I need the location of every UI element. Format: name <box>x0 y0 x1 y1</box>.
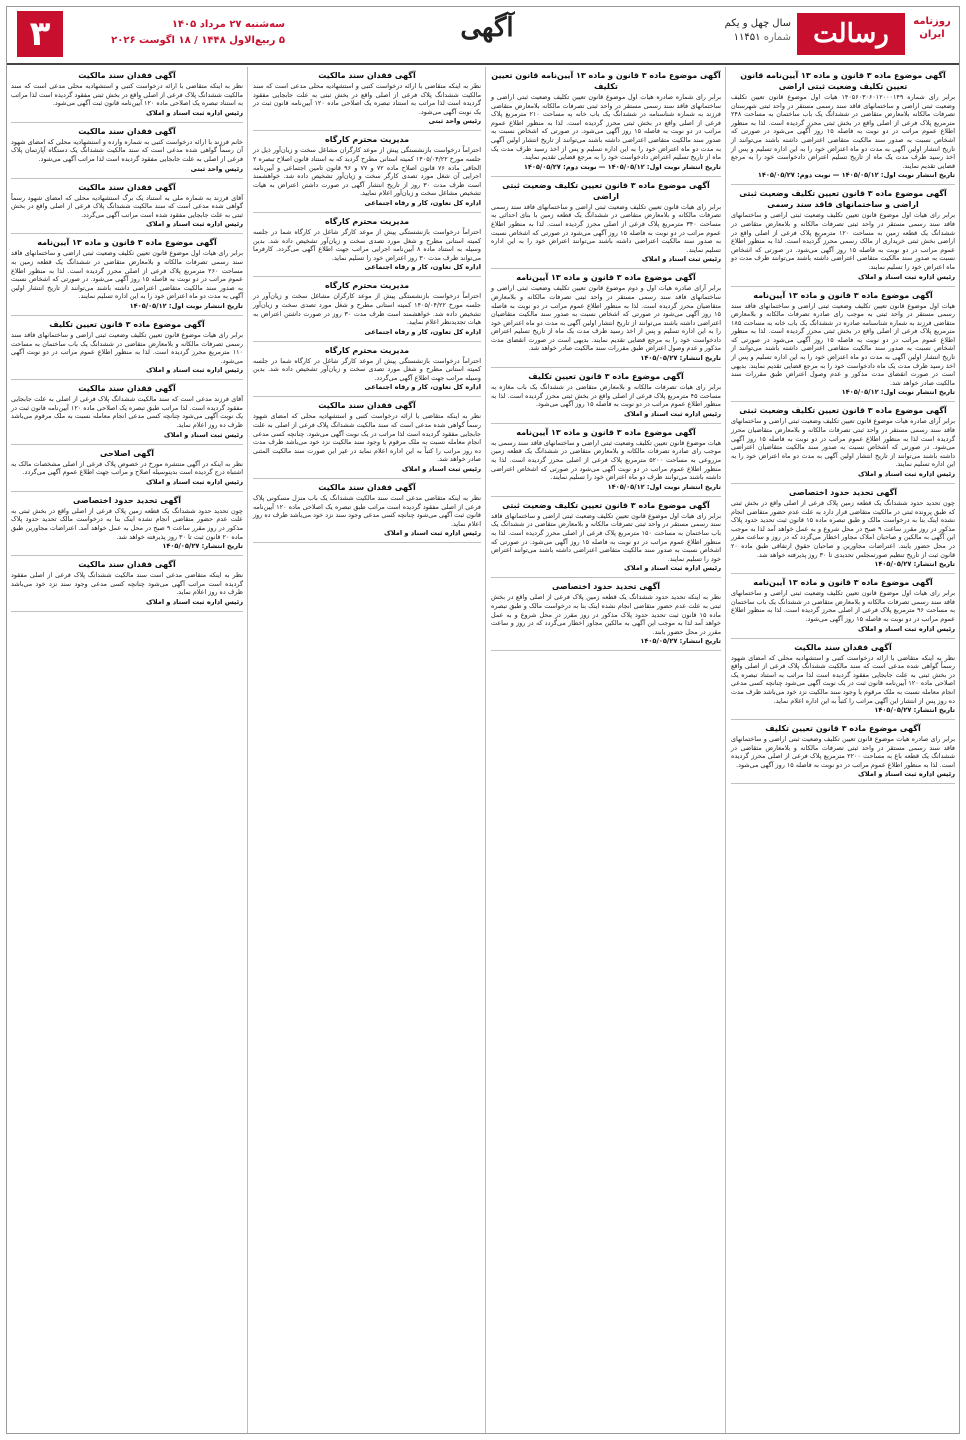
notice-body: نظر به اینکه متقاضی با ارائه درخواست کتبی و استشهادیه محلی مدعی است که سند مالکیت ششدانگ پلاک فرعی از اصلی واقع در بخش ثبتی به علت جابجایی مفقود گردیده است لذا مراتب به استناد تبصره یک اصلاحی ماده ۱۲۰ آیین‌نامه قانون ثبت در یک نوبت آگهی می‌شود. <box>253 82 481 116</box>
notice-body: برابر رای شماره ۱۴۰۵۶۰۳۰۶۰۱۲۰۰۰۱۴۹ هیات اول موضوع قانون تعیین تکلیف وضعیت ثبتی اراضی و ساختمانهای فاقد سند رسمی مستقر در واحد ثبتی شهرستان تصرفات مالکانه بلامعارض متقاضی در ششدانگ یک باب ساختمان به مساحت ۲۴۸ مترمربع پلاک فرعی از اصلی واقع در بخش ثبتی محرز گردیده است. لذا به منظور اطلاع عموم مراتب در دو نوبت به فاصله ۱۵ روز آگهی می‌شود در صورتی که اشخاص نسبت به صدور سند مالکیت متقاضی اعتراضی داشته باشند می‌توانند از تاریخ انتشار اولین آگهی به مدت دو ماه اعتراض خود را به این اداره تسلیم و پس از اخذ رسید ظرف مدت یک ماه از تاریخ تسلیم اعتراض دادخواست خود را به مرجع قضایی تقدیم نمایند. <box>731 93 955 170</box>
notice-signature: تاریخ انتشار: ۱۴۰۵/۰۵/۲۷ <box>874 706 955 715</box>
date-block <box>71 17 285 49</box>
column-1 <box>727 67 959 1433</box>
notice-body: نظر به اینکه متقاضی با ارائه درخواست کتبی و استشهادیه محلی که امضای شهود رسماً گواهی شده مدعی است که سند مالکیت ششدانگ پلاک فرعی از اصلی واقع در بخش ثبتی به علت جابجایی مفقود گردیده است لذا مراتب به استناد تبصره یک اصلاحی ماده ۱۲۰ آیین‌نامه قانون ثبت در یک نوبت آگهی می‌شود چنانچه کسی مدعی انجام معامله نسبت به ملک مرقوم یا وجود سند مالکیت نزد خود می‌باشد ظرف مدت ده روز پس از انتشار این آگهی مراتب را کتباً به این اداره اعلام نماید. <box>731 653 956 705</box>
notice-body: نظر به اینکه متقاضی مدعی است سند مالکیت ششدانگ یک باب منزل مسکونی پلاک فرعی از اصلی مفقود گردیده است مراتب طبق تبصره یک اصلاحی ماده ۱۲۰ آیین‌نامه قانون ثبت آگهی می‌شود چنانچه کسی مدعی وجود سند نزد خود می‌باشد ظرف ده روز اعلام نماید. <box>253 494 481 528</box>
notice-title: آگهی موضوع ماده ۳ قانون و ماده ۱۳ آیین‌نامه <box>753 290 933 300</box>
notice-body: برابر آرای صادره هیات موضوع قانون تعیین تکلیف وضعیت ثبتی اراضی و ساختمانهای فاقد سند رسمی مستقر در واحد ثبتی تصرفات مالکانه و بلامعارض متقاضیان محرز گردیده است لذا به منظور اطلاع عموم مراتب در دو نوبت به فاصله ۱۵ روز آگهی می‌شود. در صورتی که اشخاص نسبت به صدور سند مالکیت متقاضیان اعتراضی داشته باشند می‌توانند از تاریخ انتشار اولین آگهی به مدت دو ماه اعتراض خود را به این اداره تسلیم نمایند. <box>731 417 955 469</box>
notice <box>11 234 243 316</box>
notice-signature: رئیس اداره ثبت اسناد و املاک <box>858 624 955 633</box>
masthead-date <box>11 11 291 59</box>
notice <box>491 424 721 497</box>
notice-signature: تاریخ انتشار: ۱۴۰۵/۰۵/۲۷ <box>640 637 721 646</box>
notice-signature: اداره کل تعاون، کار و رفاه اجتماعی <box>364 263 481 272</box>
notice-body: برابر رای شماره صادره هیات اول موضوع قانون تعیین تکلیف وضعیت ثبتی اراضی و ساختمانهای فاقد سند رسمی مستقر در واحد ثبتی تصرفات مالکانه بلامعارض متقاضی فرزند به شماره شناسنامه در ششدانگ یک باب خانه به مساحت ۲۱۰ مترمربع پلاک فرعی از اصلی واقع در بخش ثبتی محرز گردیده است. لذا به منظور اطلاع عموم مراتب در دو نوبت به فاصله ۱۵ روز آگهی می‌شود. در صورتی که اشخاص نسبت به صدور سند مالکیت متقاضی اعتراضی داشته باشند می‌توانند از تاریخ انتشار اولین آگهی به مدت دو ماه اعتراض خود را به این اداره تسلیم و پس از اخذ رسید ظرف مدت یک ماه از تاریخ تسلیم اعتراض دادخواست خود را به مرجع قضایی تقدیم نمایند. <box>491 93 722 162</box>
issue-line <box>665 31 791 45</box>
brand-mini: روزنامه ایران <box>913 16 951 40</box>
newspaper-logo: رسالت <box>797 13 905 55</box>
notice-body: احتراماً درخواست بازنشستگی پیش از موعد کارگر شاغل در کارگاه شما در جلسه کمیته استانی مطرح و شغل مورد تصدی سخت و زیان‌آور تشخیص داده شد. بدین وسیله به استناد ماده ۸ آیین‌نامه اجرایی مراتب جهت اطلاع آگهی می‌گردد. کارفرما می‌تواند ظرف مدت ۳۰ روز اعتراض خود را تسلیم نماید. <box>253 227 481 262</box>
notice-signature: رئیس ثبت اسناد و املاک <box>401 465 481 474</box>
notice-signature: اداره کل تعاون، کار و رفاه اجتماعی <box>364 198 481 207</box>
notice-body: برابر رای صادره هیات موضوع قانون تعیین تکلیف وضعیت ثبتی اراضی و ساختمانهای فاقد سند رسمی مستقر در واحد ثبتی تصرفات مالکانه و بلامعارض متقاضی در ششدانگ یک قطعه باغ به مساحت ۲۲۰۰ مترمربع پلاک فرعی از اصلی محرز گردیده است. لذا به منظور اطلاع عموم مراتب در دو نوبت به فاصله ۱۵ روز آگهی می‌شود. <box>731 735 955 769</box>
notice <box>731 639 955 721</box>
notice-signature: رئیس اداره ثبت اسناد و املاک <box>858 470 955 478</box>
notice <box>491 368 721 424</box>
notice-title: آگهی فقدان سند مالکیت <box>318 401 416 411</box>
notice-signature: رئیس اداره ثبت اسناد و املاک <box>146 477 243 486</box>
notice-title: آگهی موضوع ماده ۳ قانون و ماده ۱۳ آیین‌نامه <box>37 238 217 248</box>
notice <box>253 277 481 341</box>
notice-signature: رئیس اداره ثبت اسناد و املاک <box>146 366 243 375</box>
notice-body: برابر رای هیات تصرفات مالکانه و بلامعارض متقاضی در ششدانگ یک باب مغازه به مساحت ۴۵ مترمربع پلاک فرعی از اصلی واقع در بخش ثبتی محرز گردیده است. لذا به منظور اطلاع عموم مراتب در دو نوبت به فاصله ۱۵ روز آگهی می‌شود. <box>491 383 721 409</box>
notice-body: آقای فرزند به شماره ملی به استناد یک برگ استشهادیه محلی که امضای شهود رسماً گواهی شده مدعی است که سند مالکیت ششدانگ پلاک فرعی از اصلی واقع در بخش ثبتی به علت جابجایی مفقود شده است مراتب آگهی می‌گردد. <box>11 193 243 219</box>
notice-signature: رئیس اداره ثبت اسناد و املاک <box>858 272 955 281</box>
notice-signature: رئیس اداره ثبت اسناد و املاک <box>858 770 955 779</box>
notice-title: آگهی موضوع ماده ۳ قانون تعیین تکلیف <box>765 724 921 734</box>
notice-title: آگهی فقدان سند مالکیت <box>78 384 176 394</box>
notice-signature: اداره کل تعاون، کار و رفاه اجتماعی <box>364 383 481 392</box>
notice-title: آگهی موضوع ماده ۳ قانون و ماده ۱۳ آیین‌نامه <box>516 427 696 437</box>
notice-signature: رئیس واحد ثبتی <box>428 117 481 126</box>
notice <box>253 397 481 479</box>
notice-signature: اداره کل تعاون، کار و رفاه اجتماعی <box>364 327 481 336</box>
notice-body: نظر به اینکه در آگهی منتشره مورخ در خصوص پلاک فرعی از اصلی مشخصات مالک به اشتباه درج گردیده است بدینوسیله اصلاح و مراتب جهت اطلاع عموم آگهی می‌گردد. <box>11 459 243 477</box>
notice-body: برابر رای هیات اول موضوع قانون تعیین تکلیف وضعیت ثبتی اراضی و ساختمانهای فاقد سند رسمی مستقر در واحد ثبتی تصرفات مالکانه و بلامعارض متقاضی در ششدانگ یک باب ساختمان به مساحت ۱۵۰ مترمربع پلاک فرعی از اصلی محرز گردیده است. لذا به منظور اطلاع عموم مراتب در دو نوبت به فاصله ۱۵ روز آگهی می‌شود. در صورتی که اشخاص نسبت به صدور سند مالکیت متقاضی اعتراضی داشته باشند می‌توانند اعتراض خود را تسلیم نمایند. <box>491 511 721 563</box>
page-number: ۳ <box>17 11 63 57</box>
notice-signature: تاریخ انتشار نوبت اول: ۱۴۰۵/۰۵/۱۲ <box>607 482 721 491</box>
notice-title: آگهی فقدان سند مالکیت <box>78 182 176 192</box>
notice-title: آگهی موضوع ماده ۳ قانون و ماده ۱۳ آیین‌نامه <box>516 273 696 283</box>
column-divider <box>247 67 248 1433</box>
notice <box>253 213 481 277</box>
notice-title: آگهی موضوع ماده ۳ قانون تعیین تکلیف وضعیت ثبتی <box>739 406 947 416</box>
notice <box>253 67 481 131</box>
notice-title: آگهی اصلاحی <box>100 448 154 458</box>
notice-title: آگهی فقدان سند مالکیت <box>78 560 176 570</box>
notice <box>11 556 243 612</box>
notice-title: آگهی موضوع ماده ۳ قانون تعیین تکلیف <box>49 319 205 329</box>
newspaper-page <box>6 6 960 1434</box>
notice <box>11 179 243 235</box>
column-3 <box>249 67 485 1433</box>
notice-body: نظر به اینکه متقاضی با ارائه درخواست کتبی و استشهادیه محلی مدعی است که سند مالکیت ششدانگ پلاک فرعی از اصلی واقع در بخش ثبتی مفقود گردیده است لذا مراتب به استناد تبصره یک اصلاحی ماده ۱۲۰ آیین‌نامه قانون ثبت آگهی می‌شود. <box>11 82 243 108</box>
notice-signature: رئیس اداره ثبت اسناد و املاک <box>146 108 243 117</box>
notice-title: آگهی موضوع ماده ۳ قانون و ماده ۱۳ آیین‌نامه <box>753 578 933 588</box>
notice <box>11 316 243 380</box>
notice-signature: تاریخ انتشار: ۱۴۰۵/۰۵/۲۷ <box>874 560 955 569</box>
notice-signature: تاریخ انتشار نوبت اول: ۱۴۰۵/۰۵/۱۲ — نوبت دوم: ۱۴۰۵/۰۵/۲۷ <box>523 162 721 171</box>
notice-body: خانم فرزند با ارائه درخواست کتبی به شماره وارده و استشهادیه محلی که امضای شهود آن رسماً گواهی شده مدعی است که سند مالکیت ششدانگ یک دستگاه آپارتمان پلاک فرعی از اصلی به علت جابجایی مفقود گردیده است لذا مراتب آگهی می‌شود. <box>11 137 243 163</box>
notice-signature: تاریخ انتشار نوبت اول: ۱۴۰۵/۰۵/۱۲ <box>129 301 243 310</box>
column-divider <box>485 67 486 1433</box>
notice-title: آگهی فقدان سند مالکیت <box>78 71 176 80</box>
notice-title: آگهی تحدید حدود اختصاصی <box>551 582 661 592</box>
notice-signature: رئیس اداره ثبت اسناد و املاک <box>624 409 721 418</box>
notice <box>491 497 721 579</box>
ads-columns <box>7 67 959 1433</box>
notice-signature: رئیس ثبت اسناد و املاک <box>641 255 721 264</box>
notice <box>11 380 243 444</box>
notice-title: آگهی تحدید حدود اختصاصی <box>788 488 898 497</box>
notice-signature: تاریخ انتشار نوبت اول: ۱۴۰۵/۰۵/۱۲ <box>841 388 955 397</box>
notice-body: آقای فرزند مدعی است که سند مالکیت ششدانگ پلاک فرعی از اصلی به علت جابجایی مفقود گردیده است. لذا مراتب طبق تبصره یک اصلاحی ماده ۱۲۰ آیین‌نامه قانون ثبت در یک نوبت آگهی می‌شود چنانچه کسی مدعی انجام معامله نسبت به ملک مرقوم می‌باشد ظرف ده روز اعلام نماید. <box>11 395 243 430</box>
notice-title: مدیریت محترم کارگاه <box>324 345 410 355</box>
notice-body: هیات موضوع قانون تعیین تکلیف وضعیت ثبتی اراضی و ساختمانهای فاقد سند رسمی به موجب رای صادره تصرفات مالکانه و بلامعارض متقاضی در ششدانگ یک قطعه زمین مزروعی به مساحت ۵۲۰۰ مترمربع پلاک فرعی از اصلی محرز گردیده است. لذا به منظور اطلاع عموم مراتب در دو نوبت آگهی می‌شود در صورتی که اشخاص اعتراضی داشته باشند می‌توانند ظرف دو ماه اعتراض خود را تسلیم نمایند. <box>491 438 722 482</box>
notice-title: آگهی موضوع ماده ۳ قانون تعیین تکلیف وضعیت ثبتی <box>502 500 710 510</box>
notice-signature: رئیس اداره ثبت اسناد و املاک <box>146 220 243 229</box>
notice <box>491 578 721 651</box>
notice-title: آگهی موضوع ماده ۳ قانون و ماده ۱۳ آیین‌نامه قانون تعیین تکلیف <box>491 71 721 91</box>
notice-signature: رئیس واحد ثبتی <box>190 164 243 173</box>
notice <box>11 445 243 492</box>
notice-signature: رئیس اداره ثبت اسناد و املاک <box>146 598 243 606</box>
notice-body: احتراماً درخواست بازنشستگی پیش از موعد کارگر شاغل در کارگاه شما در جلسه کمیته استانی مطرح و شغل مورد تصدی سخت و زیان‌آور تشخیص داده شد. بدین وسیله مراتب جهت اطلاع آگهی می‌گردد. <box>253 356 481 382</box>
notice-title: مدیریت محترم کارگاه <box>324 216 410 226</box>
notice <box>253 342 481 398</box>
notice-title: مدیریت محترم کارگاه <box>324 135 410 145</box>
column-2 <box>487 67 725 1433</box>
notice-body: احتراماً درخواست بازنشستگی پیش از موعد کارگران مشاغل سخت و زیان‌آور ذیل در جلسه مورخ ۱۴۰۵/۰۴/۲۲ کمیته استانی مطرح گردید که به استناد قانون اصلاح تبصره ۲ الحاقی ماده ۷۶ قانون اصلاح ماده ۷۲ و ۷۷ و ۹۶ قانون تامین اجتماعی و آیین‌نامه اجرایی آن شغل مورد تصدی کارگر سخت و زیان‌آور تشخیص داده شد. خواهشمند است ظرف مدت ۳۰ روز از تاریخ انتشار آگهی در صورت داشتن اعتراض به هیات تشخیص مشاغل سخت و زیان‌آور اعلام نمایید. <box>253 146 482 198</box>
notice <box>731 574 955 638</box>
issue-info <box>665 17 791 45</box>
notice-body: برابر رای هیات موضوع قانون تعیین تکلیف وضعیت ثبتی اراضی و ساختمانهای فاقد سند رسمی تصرفات مالکانه و بلامعارض متقاضی در ششدانگ یک باب ساختمان به مساحت ۱۱۰ مترمربع محرز گردیده است. لذا به منظور اطلاع عموم مراتب در دو نوبت آگهی می‌شود. <box>11 330 243 365</box>
notice <box>731 402 955 484</box>
notice <box>491 67 721 177</box>
notice-body: برابر آرای صادره هیات اول و دوم موضوع قانون تعیین تکلیف وضعیت ثبتی اراضی و ساختمانهای فاقد سند رسمی مستقر در واحد ثبتی تصرفات مالکانه و بلامعارض متقاضیان محرز گردیده است. لذا به منظور اطلاع عموم مراتب در دو نوبت به فاصله ۱۵ روز آگهی می‌شود در صورتی که اشخاص نسبت به صدور سند مالکیت متقاضیان اعتراضی داشته باشند می‌توانند از تاریخ انتشار اولین آگهی به مدت دو ماه اعتراض خود را به این اداره تسلیم و پس از اخذ رسید ظرف مدت یک ماه از تاریخ تسلیم اعتراض دادخواست خود را به مرجع قضایی تقدیم نمایند. بدیهی است در صورت انقضای مدت مذکور و عدم وصول اعتراض طبق مقررات سند مالکیت صادر خواهد شد. <box>491 284 721 353</box>
date-persian: سه‌شنبه ۲۷ مرداد ۱۴۰۵ <box>171 19 285 30</box>
notice-body: نظر به اینکه متقاضی با ارائه درخواست کتبی و استشهادیه محلی که امضای شهود رسماً گواهی شده مدعی است که سند مالکیت ششدانگ پلاک فرعی از اصلی به علت جابجایی مفقود گردیده است لذا مراتب در یک نوبت آگهی می‌شود. چنانچه کسی مدعی انجام معامله نسبت به ملک مرقوم یا وجود سند مالکیت نزد خود می‌باشد ظرف مدت ده روز مراتب را کتباً به این اداره اعلام نماید در غیر این صورت سند مالکیت المثنی صادر خواهد شد. <box>253 412 481 464</box>
notice-body: نظر به اینکه تحدید حدود ششدانگ یک قطعه زمین پلاک فرعی از اصلی واقع در بخش ثبتی به علت عدم حضور متقاضی انجام نشده اینک بنا به درخواست مالک و طبق تبصره ماده ۱۵ قانون ثبت تحدید حدود پلاک مذکور در روز مقرر در محل شروع و به عمل خواهد آمد لذا به موجب این آگهی به مالکین مجاور اخطار می‌گردد که در روز و ساعت مقرر در محل حضور یابند. <box>491 593 721 636</box>
notice-title: آگهی فقدان سند مالکیت <box>78 126 176 136</box>
notice <box>731 185 955 286</box>
notice-title: آگهی فقدان سند مالکیت <box>794 642 892 652</box>
column-4 <box>7 67 247 1433</box>
notice-body: برابر رای هیات اول موضوع قانون تعیین تکلیف وضعیت ثبتی اراضی و ساختمانهای فاقد سند رسمی تصرفات مالکانه و بلامعارض متقاضی در ششدانگ یک قطعه زمین به مساحت ۲۶۰ مترمربع پلاک فرعی از اصلی محرز گردیده است. لذا به منظور اطلاع عموم مراتب در دو نوبت به فاصله ۱۵ روز آگهی می‌شود. در صورتی که اشخاص نسبت به صدور سند مالکیت متقاضی اعتراضی داشته باشند می‌توانند از تاریخ انتشار اولین آگهی به مدت دو ماه اعتراض خود را به این اداره تسلیم نمایند. <box>11 249 243 301</box>
notice-title: آگهی تحدید حدود اختصاصی <box>72 495 182 505</box>
notice-title: مدیریت محترم کارگاه <box>324 281 410 291</box>
notice-signature: تاریخ انتشار: ۱۴۰۵/۰۵/۲۷ <box>640 354 721 363</box>
notice-body: برابر رای هیات اول موضوع قانون تعیین تکلیف وضعیت ثبتی اراضی و ساختمانهای فاقد سند رسمی مستقر در واحد ثبتی تصرفات مالکانه و بلامعارض متقاضی در ششدانگ یک قطعه زمین به مساحت ۱۲۰ مترمربع پلاک فرعی از اصلی واقع در اراضی بخش ثبتی خریداری از مالک رسمی محرز گردیده است. لذا به منظور اطلاع عموم مراتب در دو نوبت به فاصله ۱۵ روز آگهی می‌شود. در صورتی که اشخاص نسبت به صدور سند مالکیت متقاضی اعتراضی داشته باشند می‌توانند ظرف مدت دو ماه اعتراض خود را تسلیم نمایند. <box>731 211 955 271</box>
section-title: آگهی <box>460 13 514 43</box>
notice-body: احتراماً درخواست بازنشستگی پیش از موعد کارگران مشاغل سخت و زیان‌آور در جلسه مورخ ۱۴۰۵/۰۴/۲۲ کمیته استانی مطرح و شغل مورد تصدی سخت و زیان‌آور تشخیص داده شد. خواهشمند است ظرف مدت ۳۰ روز در صورت داشتن اعتراض به هیات تجدیدنظر اعلام نمایید. <box>253 292 482 327</box>
notice-signature: رئیس ثبت اسناد و املاک <box>163 430 243 439</box>
notice <box>491 177 721 270</box>
notice-title: آگهی موضوع ماده ۳ قانون تعیین تکلیف وضعیت ثبتی اراضی <box>502 180 710 201</box>
notice <box>11 123 243 179</box>
notice <box>253 131 481 213</box>
notice-title: آگهی موضوع ماده ۳ قانون و ماده ۱۳ آیین‌نامه قانون تعیین تکلیف وضعیت ثبتی اراضی <box>740 71 946 91</box>
issue-number: ۱۱۴۵۱ <box>733 32 761 43</box>
column-divider <box>725 67 726 1433</box>
notice <box>731 484 955 574</box>
notice <box>253 479 481 543</box>
notice-signature: رئیس اداره ثبت اسناد و املاک <box>384 529 481 538</box>
notice-signature: رئیس اداره ثبت اسناد و املاک <box>624 564 721 573</box>
notice-body: هیات اول موضوع قانون تعیین تکلیف وضعیت ثبتی اراضی و ساختمانهای فاقد سند رسمی مستقر در واحد ثبتی به موجب رای صادره تصرفات مالکانه و بلامعارض متقاضی فرزند به شماره شناسنامه صادره در ششدانگ یک باب خانه به مساحت ۱۸۵ مترمربع پلاک فرعی از اصلی واقع در بخش ثبتی محرز گردیده است. لذا به منظور اطلاع عموم مراتب در دو نوبت به فاصله ۱۵ روز آگهی می‌شود در صورتی که اشخاص نسبت به صدور سند مالکیت متقاضی اعتراضی داشته باشند می‌توانند از تاریخ انتشار اولین آگهی به مدت دو ماه اعتراض خود را به این اداره تسلیم و پس از اخذ رسید ظرف مدت یک ماه دادخواست خود را به مرجع قضایی تقدیم نمایند. بدیهی است در صورت انقضای مدت مذکور و عدم وصول اعتراض طبق مقررات سند مالکیت صادر خواهد شد. <box>731 301 955 387</box>
notice-body: برابر رای هیات قانون تعیین تکلیف وضعیت ثبتی اراضی و ساختمانهای فاقد سند رسمی تصرفات مالکانه و بلامعارض متقاضی در ششدانگ یک قطعه زمین با بنای احداثی به مساحت ۳۴۰ مترمربع پلاک فرعی از اصلی محرز گردیده است. لذا به منظور اطلاع عموم مراتب در دو نوبت به فاصله ۱۵ روز آگهی می‌شود در صورتی که اشخاص نسبت به صدور سند مالکیت اعتراضی داشته باشند می‌توانند اعتراض خود را به این اداره تسلیم نمایند. <box>491 202 721 254</box>
notice-signature: تاریخ انتشار: ۱۴۰۵/۰۵/۲۷ <box>162 542 243 551</box>
notice-body: برابر رای هیات اول موضوع قانون تعیین تکلیف وضعیت ثبتی اراضی و ساختمانهای فاقد سند رسمی تصرفات مالکانه و بلامعارض متقاضی در ششدانگ یک باب ساختمان به مساحت ۹۶ مترمربع پلاک فرعی از اصلی محرز گردیده است. لذا به منظور اطلاع عموم مراتب در دو نوبت به فاصله ۱۵ روز آگهی می‌شود. <box>731 589 955 623</box>
notice <box>11 67 243 123</box>
notice-title: آگهی موضوع ماده ۳ قانون تعیین تکلیف وضعیت ثبتی اراضی و ساختمانهای فاقد سند رسمی <box>739 189 947 210</box>
year-line: سال چهل و یکم <box>724 18 791 29</box>
issue-label: شماره <box>763 32 791 43</box>
notice-signature: تاریخ انتشار نوبت اول: ۱۴۰۵/۰۵/۱۲ — نوبت دوم: ۱۴۰۵/۰۵/۲۷ <box>757 171 955 180</box>
masthead <box>7 7 959 65</box>
masthead-brand <box>663 11 955 59</box>
notice <box>491 269 721 368</box>
date-other: ۵ ربیع‌الاول ۱۴۴۸ / ۱۸ اگوست ۲۰۲۶ <box>111 35 285 46</box>
notice-body: چون تحدید حدود ششدانگ یک قطعه زمین پلاک فرعی از اصلی واقع در بخش ثبتی که طبق پرونده ثبتی در مالکیت متقاضی قرار دارد به علت عدم حضور متقاضی انجام نشده اینک بنا به درخواست مالک و طبق تبصره ماده ۱۵ قانون ثبت تحدید حدود پلاک مذکور در روز مقرر ساعت ۹ صبح در محل شروع و به عمل خواهد آمد لذا به موجب این آگهی به مالکین و صاحبان املاک مجاور اخطار می‌گردد که در روز و ساعت مقرر در محل حضور یابند. اعتراضات مجاورین و صاحبان حقوق ارتفاقی طبق ماده ۲۰ قانون ثبت از تاریخ تنظیم صورتمجلس تحدیدی تا ۳۰ روز پذیرفته خواهد شد. <box>731 499 955 559</box>
notice <box>11 492 243 556</box>
notice-title: آگهی موضوع ماده ۳ قانون تعیین تکلیف <box>528 372 684 382</box>
notice-body: چون تحدید حدود ششدانگ یک قطعه زمین پلاک فرعی از اصلی واقع در بخش ثبتی به علت عدم حضور متقاضی انجام نشده اینک بنا به درخواست مالک تحدید حدود پلاک مذکور در روز مقرر ساعت ۹ صبح در محل به عمل خواهد آمد. اعتراضات مجاورین طبق ماده ۲۰ قانون ثبت تا ۳۰ روز پذیرفته خواهد شد. <box>11 506 243 541</box>
notice-title: آگهی فقدان سند مالکیت <box>318 71 416 80</box>
notice-body: نظر به اینکه متقاضی مدعی است سند مالکیت ششدانگ پلاک فرعی از اصلی مفقود گردیده است مراتب آگهی می‌شود چنانچه کسی مدعی وجود سند نزد خود می‌باشد ظرف ده روز اعلام نماید. <box>11 571 243 597</box>
notice <box>731 720 955 784</box>
notice <box>731 67 955 185</box>
notice-title: آگهی فقدان سند مالکیت <box>318 483 416 493</box>
notice <box>731 287 955 403</box>
